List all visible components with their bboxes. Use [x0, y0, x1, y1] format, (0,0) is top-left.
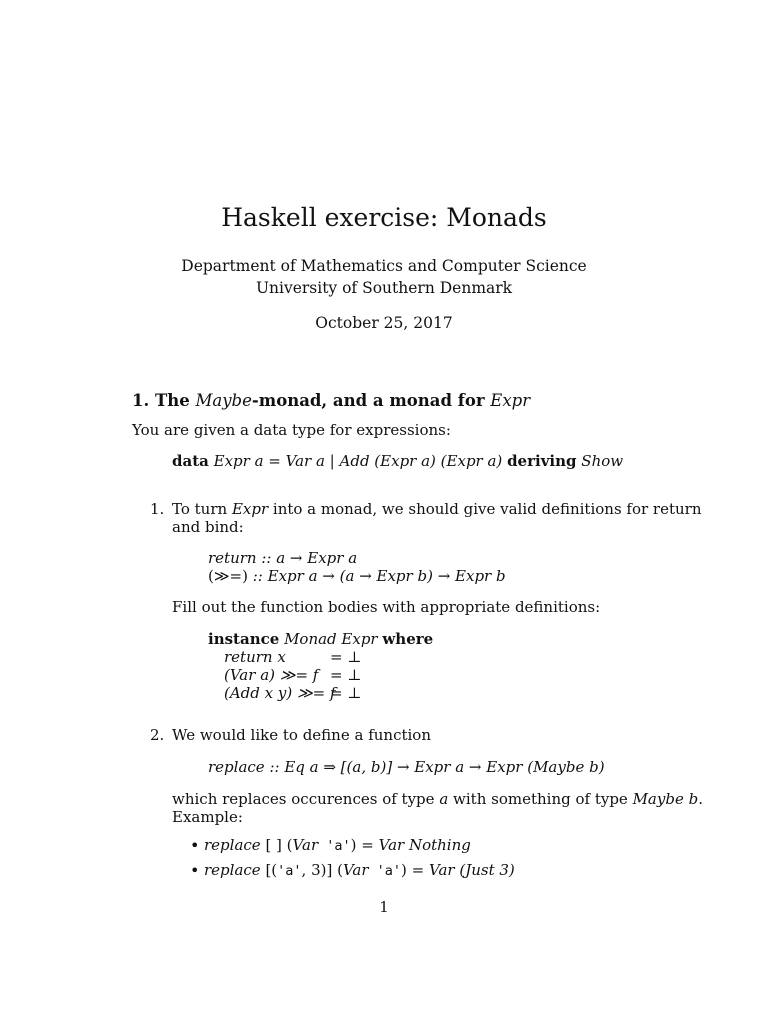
- fill-instruction: Fill out the function bodies with appropriate definitions:: [172, 598, 601, 616]
- desc-maybe: Maybe b: [632, 790, 699, 808]
- deriving-keyword: deriving: [507, 452, 577, 470]
- bullet-icon: •: [190, 836, 200, 855]
- instance-line-return-lhs: return x: [224, 648, 286, 666]
- instance-line-add-lhs: (Add x y) ≫= f: [224, 684, 336, 702]
- desc-post: .: [698, 790, 703, 808]
- item1-text-pre: To turn: [172, 500, 232, 518]
- data-keyword: data: [172, 452, 209, 470]
- example-2-fn: replace: [204, 861, 261, 879]
- example-2-literal-key: 'a': [277, 863, 302, 879]
- item1-number: 1.: [150, 500, 165, 518]
- data-declaration: [172, 452, 623, 470]
- signature-return: return :: a → Expr a: [208, 549, 358, 567]
- replace-name: replace: [208, 758, 265, 776]
- document-title: Haskell exercise: Monads: [221, 203, 547, 232]
- item2-number: 2.: [150, 726, 165, 744]
- bind-type: :: Expr a → (a → Expr b) → Expr b: [247, 567, 506, 585]
- bind-operator: (≫=): [208, 567, 248, 585]
- example-1-fn: replace: [204, 836, 261, 854]
- section-heading-expr: Expr: [490, 391, 531, 410]
- instance-line-var-rhs: = ⊥: [330, 666, 362, 684]
- university-name: University of Southern Denmark: [255, 279, 513, 297]
- example-2-literal: 'a': [368, 863, 402, 879]
- example-1-literal: 'a': [318, 838, 351, 854]
- item2-description: [172, 790, 703, 808]
- instance-line-return-rhs: = ⊥: [330, 648, 362, 666]
- example-1-close: ) =: [350, 836, 379, 854]
- section-heading-pre: 1. The: [132, 391, 196, 410]
- item1-text-post: into a monad, we should give valid definitions for return: [268, 500, 702, 518]
- section-heading: [132, 391, 530, 410]
- deriving-class: Show: [581, 452, 624, 470]
- item2-text: We would like to define a function: [172, 726, 431, 744]
- item1-text-expr: Expr: [231, 500, 269, 518]
- instance-line-var-lhs: (Var a) ≫= f: [224, 666, 319, 684]
- signature-replace: [208, 758, 605, 776]
- example-1: [204, 836, 471, 855]
- section-heading-mid: -monad, and a monad for: [251, 391, 491, 410]
- example-1-ctor: Var: [292, 836, 319, 854]
- signature-bind: [208, 567, 506, 585]
- example-2-result: Var (Just 3): [429, 861, 515, 879]
- instance-class: Monad Expr: [284, 630, 378, 648]
- instance-line-add-rhs: = ⊥: [330, 684, 362, 702]
- desc-pre: which replaces occurences of type: [172, 790, 440, 808]
- page-number: 1: [379, 898, 389, 916]
- instance-keyword: instance: [208, 630, 280, 648]
- data-decl-body: Expr a = Var a | Add (Expr a) (Expr a): [213, 452, 503, 470]
- example-2-ctor: Var: [342, 861, 369, 879]
- example-1-list: [ ] (: [260, 836, 293, 854]
- instance-header: [208, 630, 433, 648]
- document-date: October 25, 2017: [315, 314, 453, 332]
- example-2: [204, 861, 515, 880]
- section-intro: You are given a data type for expressions:: [132, 421, 451, 439]
- desc-mid: with something of type: [448, 790, 633, 808]
- replace-type: :: Eq a ⇒ [(a, b)] → Expr a → Expr (Maybe b): [264, 758, 605, 776]
- example-2-close: ) =: [401, 861, 430, 879]
- item1-text: [172, 500, 702, 518]
- desc-a: a: [439, 790, 449, 808]
- example-1-result: Var Nothing: [378, 836, 471, 854]
- example-2-list: [(: [260, 861, 278, 879]
- example-2-list2: , 3)] (: [301, 861, 343, 879]
- department-name: Department of Mathematics and Computer Science: [181, 257, 587, 275]
- example-label: Example:: [172, 808, 243, 826]
- bullet-icon: •: [190, 861, 200, 880]
- item1-text-line2: and bind:: [172, 518, 244, 536]
- section-heading-maybe: Maybe: [195, 391, 252, 410]
- where-keyword: where: [382, 630, 434, 648]
